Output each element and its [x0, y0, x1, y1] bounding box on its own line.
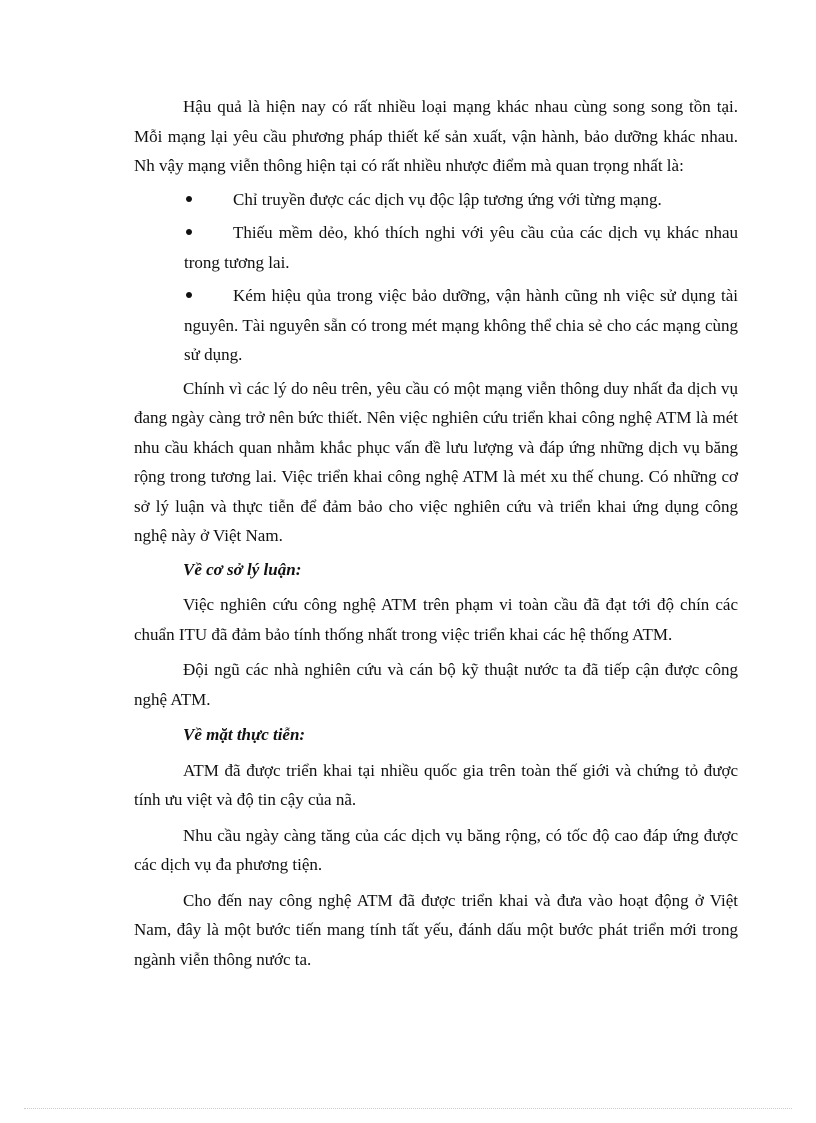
bullet-text-2: Thiếu mềm dẻo, khó thích nghi với yêu cầu của các dịch vụ khác nhau trong tương lai. — [184, 223, 738, 272]
bullet-text-1: Chỉ truyền được các dịch vụ độc lập tương ứng với từng mạng. — [233, 189, 662, 209]
bullet-item-2 — [184, 218, 738, 277]
paragraph-broadband-demand: Nhu cầu ngày càng tăng của các dịch vụ băng rộng, có tốc độ cao đáp ứng được các dịch vụ đa phương tiện. — [134, 825, 738, 874]
page-bottom-divider — [24, 1108, 792, 1109]
paragraph-atm-deployed: ATM đã được triển khai tại nhiều quốc gia trên toàn thế giới và chứng tỏ được tính ưu việt và độ tin cậy của nã. — [134, 760, 738, 809]
paragraph-conclusion: Cho đến nay công nghệ ATM đã được triển khai và đưa vào hoạt động ở Việt Nam, đây là một bước tiến mang tính tất yếu, đánh dấu một bước phát triển mới trong ngành viễn thông nước ta. — [134, 890, 738, 969]
heading-theoretical-basis: Về cơ sở lý luận: — [183, 559, 302, 579]
bullet-item-1 — [184, 185, 738, 215]
paragraph-research-team: Đội ngũ các nhà nghiên cứu và cán bộ kỹ thuật nước ta đã tiếp cận được công nghệ ATM. — [134, 660, 738, 709]
bullet-text-3: Kém hiệu qủa trong việc bảo dưỡng, vận hành cũng nh việc sử dụng tài nguyên. Tài nguyên sẵn có trong mét mạng không thể chia sẻ cho các mạng cùng sử dụng. — [184, 286, 738, 364]
paragraph-consequences: Hậu quả là hiện nay có rất nhiều loại mạng khác nhau cùng song song tồn tại. Mỗi mạng lại yêu cầu phương pháp thiết kế sản xuất, vận hành, bảo dưỡng khác nhau. Nh vậy mạng viễn thông hiện tại có rất nhiều nhược điểm mà quan trọng nhất là: — [134, 97, 738, 175]
paragraph-requirements: Chính vì các lý do nêu trên, yêu cầu có một mạng viễn thông duy nhất đa dịch vụ đang ngày càng trở nên bức thiết. Nên việc nghiên cứu triển khai công nghệ ATM là mét nhu cầu khách quan nhằm khắc phục vấn đề lưu lượng và đáp ứng những dịch vụ băng rộng trong tương lai. Việc triển khai công nghệ ATM là mét xu thế chung. Có những cơ sở lý luận và thực tiễn để đảm bảo cho việc nghiên cứu và triển khai ứng dụng công nghệ này ở Việt Nam. — [134, 378, 738, 545]
paragraph-atm-research: Việc nghiên cứu công nghệ ATM trên phạm vi toàn cầu đã đạt tới độ chín các chuẩn ITU đã đảm bảo tính thống nhất trong việc triển khai các hệ thống ATM. — [134, 595, 738, 644]
heading-practical-basis: Về mặt thực tiễn: — [183, 725, 306, 744]
bullet-item-3 — [184, 281, 738, 370]
document-body — [134, 92, 738, 980]
